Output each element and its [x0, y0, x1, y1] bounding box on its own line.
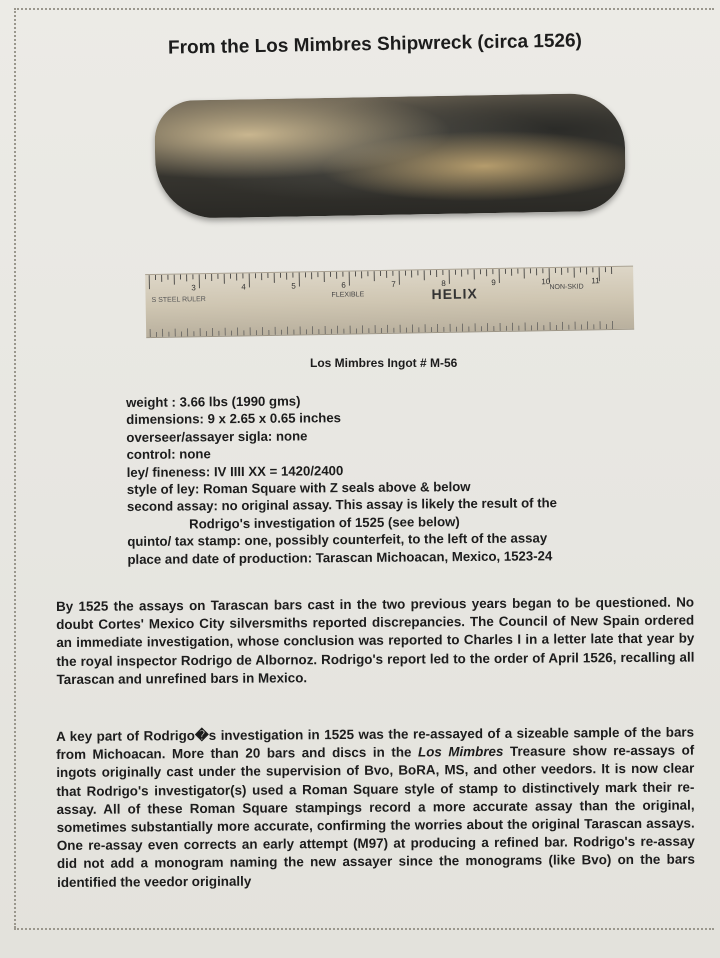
- ingot-photo: [120, 57, 645, 356]
- ruler-number: 5: [291, 281, 296, 291]
- dotted-border-top: [14, 8, 714, 10]
- paragraph-investigation-part2: Treasure show re-assays of ingots originally cast under the supervision of Bvo, BoRA, MS, and other veedors. It is now clear that Rodrigo's investigator(s) used a Roman Square style of stamp to distinctively mark their re-assay. All of these Roman Square stampings record a more accurate assay than the original, sometimes substantially more accurate, confirming the worries about the original Tarascan assays. One re-assay even corrects an early attempt (M97) at producing a refined bar. Rodrigo's re-assay did not add a monogram naming the new assayer since the monograms (like Bvo) on the bars identified the veedor originally: [56, 742, 695, 890]
- page-title: From the Los Mimbres Shipwreck (circa 1526): [167, 30, 583, 59]
- spec-control: control: none: [126, 446, 211, 463]
- ruler-number: 8: [441, 278, 446, 288]
- ruler-number: 11: [591, 276, 600, 286]
- silver-ingot-image: [154, 93, 626, 219]
- dotted-border-left: [14, 8, 16, 928]
- ingot-specifications: [126, 389, 667, 568]
- spec-second-assay: second assay: no original assay. This assay is likely the result of the: [126, 495, 558, 515]
- dotted-border-bottom: [14, 928, 714, 930]
- spec-second-assay-cont: Rodrigo's investigation of 1525 (see below): [189, 513, 460, 532]
- photo-caption: Los Mimbres Ingot # M-56: [310, 356, 458, 370]
- ruler-image: [145, 266, 634, 339]
- paragraph-investigation: [56, 724, 695, 892]
- ruler-brand-label: HELIX: [431, 285, 478, 303]
- ruler-number: 6: [341, 280, 346, 290]
- paragraph-investigation-part1: A key part of Rodrigo�s investigation in 1525 was the re-assayed of a sizeable sample of the bars from Michoacan. More than 20 bars and discs in the: [56, 724, 695, 763]
- ruler-steel-label: S STEEL RULER: [151, 296, 206, 305]
- ruler-number: 9: [491, 278, 496, 288]
- spec-style-of-ley: style of ley: Roman Square with Z seals above & below: [126, 479, 471, 498]
- spec-dimensions: dimensions: 9 x 2.65 x 0.65 inches: [126, 410, 342, 428]
- spec-tax-stamp: quinto/ tax stamp: one, possibly counterfeit, to the left of the assay: [127, 530, 548, 550]
- ruler-number: 7: [391, 279, 396, 289]
- spec-weight: weight : 3.66 lbs (1990 gms): [126, 393, 301, 410]
- spec-place-date: place and date of production: Tarascan Michoacan, Mexico, 1523-24: [127, 547, 553, 567]
- treasure-name-italic: Los Mimbres: [417, 744, 504, 760]
- ruler-flexible-label: FLEXIBLE: [331, 291, 365, 299]
- ruler-ticks: [145, 267, 634, 338]
- paragraph-history: By 1525 the assays on Tarascan bars cast in the two previous years began to be questioned. No doubt Cortes' Mexico City silversmiths reported discrepancies. The Council of New Spain ordered an immediate investigation, whose conclusion was reported to Charles I in a letter late that year by the royal inspector Rodrigo de Albornoz. Rodrigo's report led to the order of April 1526, recalling all Tarascan and unrefined bars in Mexico.: [56, 594, 695, 687]
- ruler-nonskid-label: NON-SKID: [549, 283, 584, 292]
- ruler-number: 4: [241, 282, 246, 292]
- spec-fineness: ley/ fineness: IV IIII XX = 1420/2400: [126, 462, 344, 480]
- ruler-number: 3: [191, 283, 196, 293]
- ruler-number: 10: [541, 277, 551, 287]
- spec-sigla: overseer/assayer sigla: none: [126, 428, 308, 445]
